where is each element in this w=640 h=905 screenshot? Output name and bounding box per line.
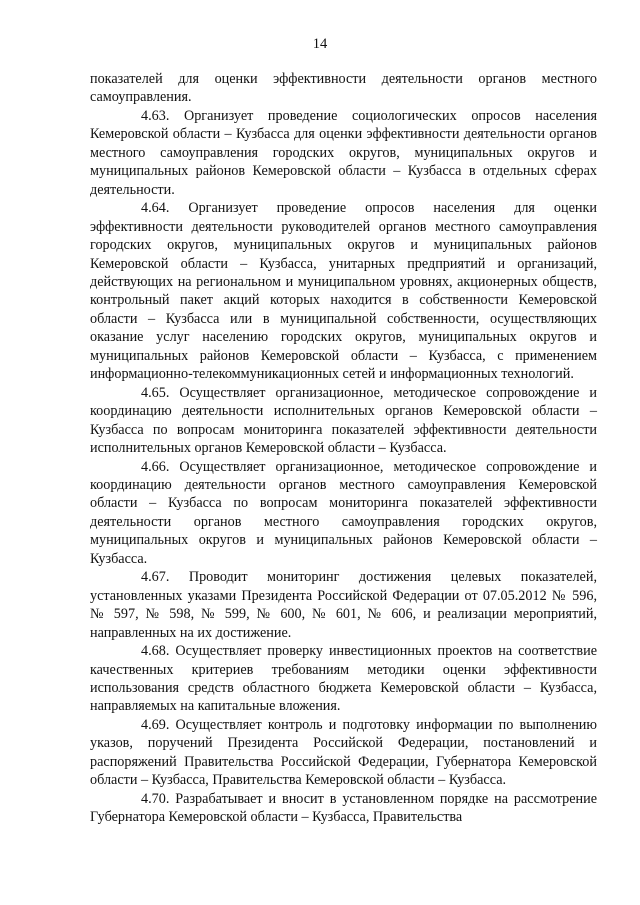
page-number: 14: [312, 36, 328, 52]
paragraph-4-64: 4.64. Организует проведение опросов населения для оценки эффективности деятельности руководителей органов местного самоуправления городских округов, муниципальных округов и муниципальных районов Кемеровской области – Кузбасса, унитарных предприятий и организаций, действующих на региональном и муниципальном уровнях, акционерных обществ, контрольный пакет акций которых находится в собственности Кемеровской области – Кузбасса или в муниципальной собственности, осуществляющих оказание услуг населению городских округов, муниципальных округов и муниципальных районов Кемеровской области – Кузбасса, с применением информационно-телекоммуникационных сетей и информационных технологий.: [90, 200, 597, 383]
paragraph-4-63: 4.63. Организует проведение социологических опросов населения Кемеровской области – Кузбасса для оценки эффективности деятельности органов местного самоуправления городских округов, муниципальных округов и муниципальных районов Кемеровской области – Кузбасса в отдельных сферах деятельности.: [90, 107, 597, 198]
document-body: [90, 70, 597, 827]
paragraph-4-69: 4.69. Осуществляет контроль и подготовку информации по выполнению указов, поручений Президента Российской Федерации, постановлений и распоряжений Правительства Российской Федерации, Губернатора Кемеровской области – Кузбасса, Правительства Кемеровской области – Кузбасса.: [90, 716, 597, 789]
paragraph-4-67: 4.67. Проводит мониторинг достижения целевых показателей, установленных указами Президента Российской Федерации от 07.05.2012 № 596, № 597, № 598, № 599, № 600, № 601, № 606, и реализации мероприятий, направленных на их достижение.: [90, 569, 597, 641]
paragraph-4-65: 4.65. Осуществляет организационное, методическое сопровождение и координацию деятельности исполнительных органов Кемеровской области – Кузбасса по вопросам мониторинга показателей эффективности деятельности исполнительных органов Кемеровской области – Кузбасса.: [90, 384, 597, 457]
paragraph-4-68: 4.68. Осуществляет проверку инвестиционных проектов на соответствие качественных критериев требованиям методики оценки эффективности использования средств областного бюджета Кемеровской области – Кузбасса, направляемых на капитальные вложения.: [90, 643, 597, 715]
paragraph-4-66: 4.66. Осуществляет организационное, методическое сопровождение и координацию деятельности органов местного самоуправления Кемеровской области – Кузбасса по вопросам мониторинга показателей эффективности деятельности органов местного самоуправления городских округов, муниципальных округов и муниципальных районов Кемеровской области – Кузбасса.: [90, 458, 597, 567]
paragraph-4-70: 4.70. Разрабатывает и вносит в установленном порядке на рассмотрение Губернатора Кемеровской области – Кузбасса, Правительства: [90, 790, 597, 826]
paragraph-continuation: показателей для оценки эффективности деятельности органов местного самоуправления.: [90, 71, 597, 106]
